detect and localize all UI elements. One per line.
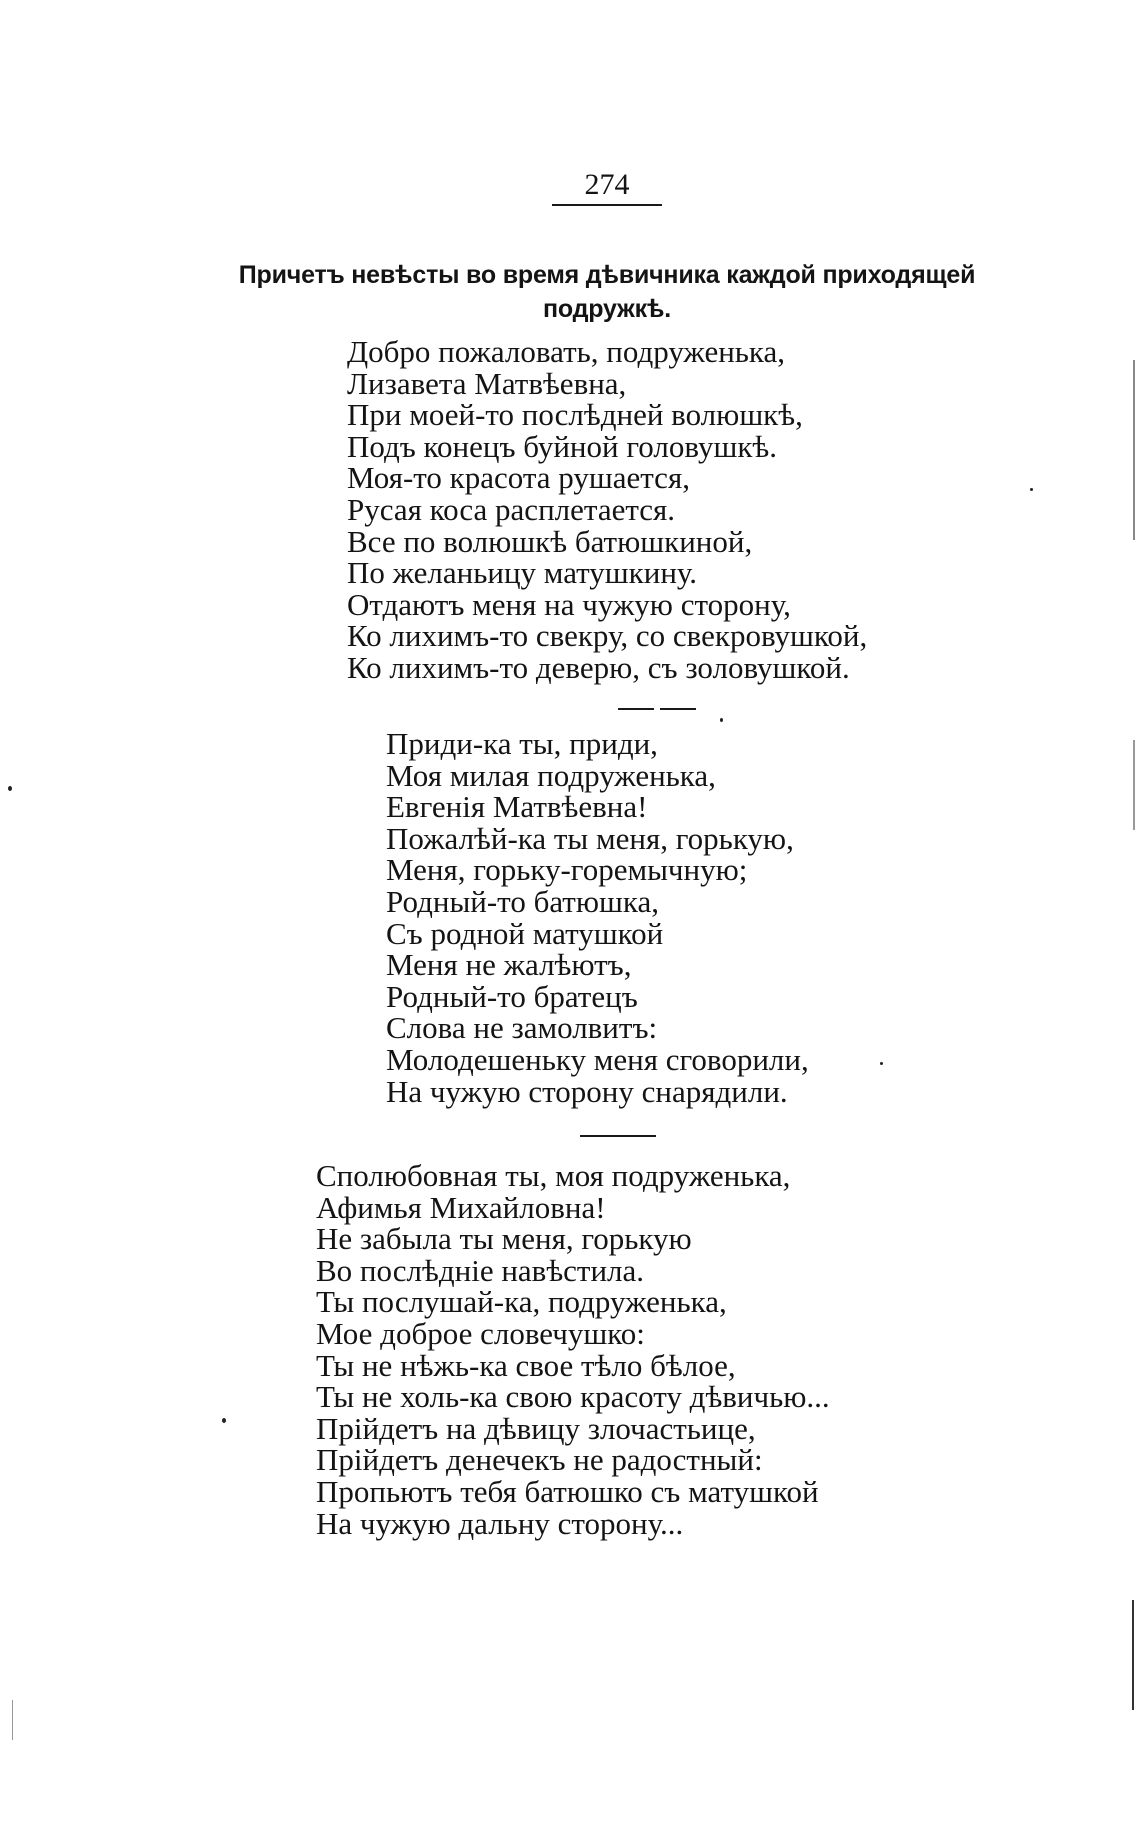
verse-line: По желаньицу матушкину. xyxy=(347,555,698,591)
verse-line: Русая коса расплетается. xyxy=(347,491,676,527)
stanza-separator xyxy=(580,1135,656,1137)
stanza-2 xyxy=(386,728,809,1107)
scan-speck xyxy=(720,718,723,722)
verse-line: Молодешеньку меня сговорили, xyxy=(386,1041,809,1077)
verse-line: Евгенія Матвѣевна! xyxy=(386,789,648,825)
verse-line: Мое доброе словечушко: xyxy=(316,1315,645,1351)
verse-line: Меня не жалѣютъ, xyxy=(386,947,632,983)
page-edge-shadow xyxy=(12,1700,13,1740)
verse-line: Афимья Михайловна! xyxy=(316,1189,606,1225)
verse-line: Меня, горьку-горемычную; xyxy=(386,852,748,888)
verse-line: На чужую сторону снарядили. xyxy=(386,1073,788,1109)
verse-line: Прійдетъ денечекъ не радостный: xyxy=(316,1442,763,1478)
verse-line: Подъ конецъ буйной головушкѣ. xyxy=(347,428,777,464)
verse-line: Ты послушай-ка, подруженька, xyxy=(316,1284,727,1320)
verse-line: Приди-ка ты, приди, xyxy=(386,726,658,761)
verse-line: Съ родной матушкой xyxy=(386,915,664,951)
verse-line: Лизавета Матвѣевна, xyxy=(347,365,627,401)
verse-line: Моя-то красота рушается, xyxy=(347,460,690,496)
verse-line: Моя милая подруженька, xyxy=(386,757,716,793)
verse-line: Слова не замолвитъ: xyxy=(386,1010,658,1046)
scan-speck xyxy=(880,1062,883,1065)
scan-speck xyxy=(1030,488,1033,491)
verse-line: Пропьютъ тебя батюшко съ матушкой xyxy=(316,1473,819,1509)
verse-line: Пожалѣй-ка ты меня, горькую, xyxy=(386,820,794,856)
scan-speck xyxy=(222,1418,226,1423)
page-edge-shadow xyxy=(1132,1600,1134,1710)
stanza-3 xyxy=(316,1160,830,1539)
verse-line: При моей-то послѣдней волюшкѣ, xyxy=(347,397,803,433)
page-edge-shadow xyxy=(1133,360,1135,540)
verse-line: Родный-то братецъ xyxy=(386,978,638,1014)
poem-title: Причетъ невѣсты во время дѣвичника каждой приходящей подружкѣ. xyxy=(238,261,976,323)
verse-line: Не забыла ты меня, горькую xyxy=(316,1221,692,1257)
verse-line: Отдаютъ меня на чужую сторону, xyxy=(347,586,791,622)
verse-line: Все по волюшкѣ батюшкиной, xyxy=(347,523,753,559)
stanza-1 xyxy=(347,336,867,684)
verse-line: Ко лихимъ-то свекру, со свекровушкой, xyxy=(347,618,868,654)
stanza-separator xyxy=(660,708,696,710)
verse-line: Прійдетъ на дѣвицу злочастьице, xyxy=(316,1410,756,1446)
verse-line: Во послѣдніе навѣстила. xyxy=(316,1252,645,1288)
page-number: 274 xyxy=(552,168,662,206)
verse-line: Родный-то батюшка, xyxy=(386,883,659,919)
verse-line: На чужую дальну сторону... xyxy=(316,1505,684,1541)
verse-line: Ко лихимъ-то деверю, съ золовушкой. xyxy=(347,649,850,685)
verse-line: Сполюбовная ты, моя подруженька, xyxy=(316,1158,791,1193)
verse-line: Ты не нѣжь-ка свое тѣло бѣлое, xyxy=(316,1347,736,1383)
page-edge-shadow xyxy=(1133,740,1135,830)
stanza-separator xyxy=(618,708,654,710)
scan-speck xyxy=(8,786,12,791)
verse-line: Ты не холь-ка свою красоту дѣвичью... xyxy=(316,1379,830,1415)
verse-line: Добро пожаловать, подруженька, xyxy=(347,334,786,369)
